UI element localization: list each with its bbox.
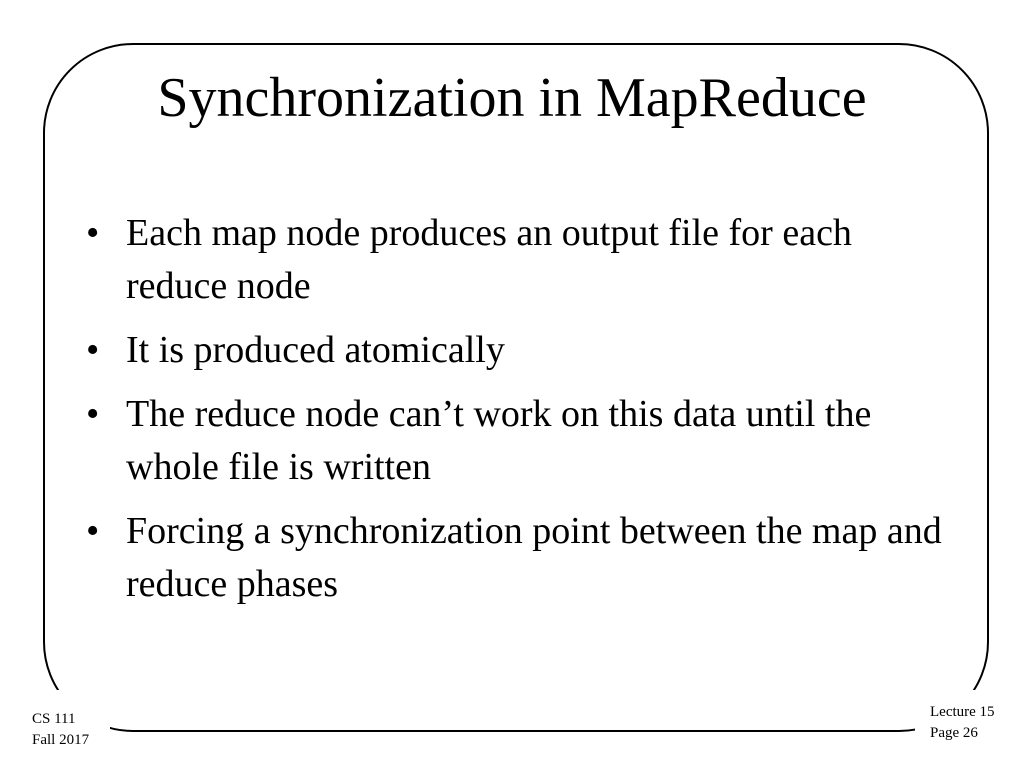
footer-course-info — [32, 709, 89, 751]
bullet-marker: • — [86, 393, 100, 435]
bullet-item — [86, 388, 956, 494]
bullet-item — [86, 324, 956, 377]
bullet-marker: • — [86, 329, 100, 371]
footer-page: Page 26 — [930, 725, 978, 741]
bullet-item — [86, 505, 956, 611]
bullet-text: It is produced atomically — [126, 329, 505, 371]
bullet-item — [86, 207, 956, 313]
bullet-text: Each map node produces an output file for each reduce node — [126, 212, 852, 307]
footer-lecture: Lecture 15 — [930, 704, 995, 720]
footer-course: CS 111 — [32, 711, 76, 727]
bullet-marker: • — [86, 212, 100, 254]
bullet-text: The reduce node can’t work on this data until the whole file is written — [126, 393, 872, 488]
footer-term: Fall 2017 — [32, 732, 90, 748]
bullet-marker: • — [86, 510, 100, 552]
bullet-text: Forcing a synchronization point between the map and reduce phases — [126, 510, 942, 605]
footer-lecture-info — [930, 702, 995, 744]
slide-title: Synchronization in MapReduce — [157, 67, 867, 129]
bullet-list — [86, 207, 956, 622]
